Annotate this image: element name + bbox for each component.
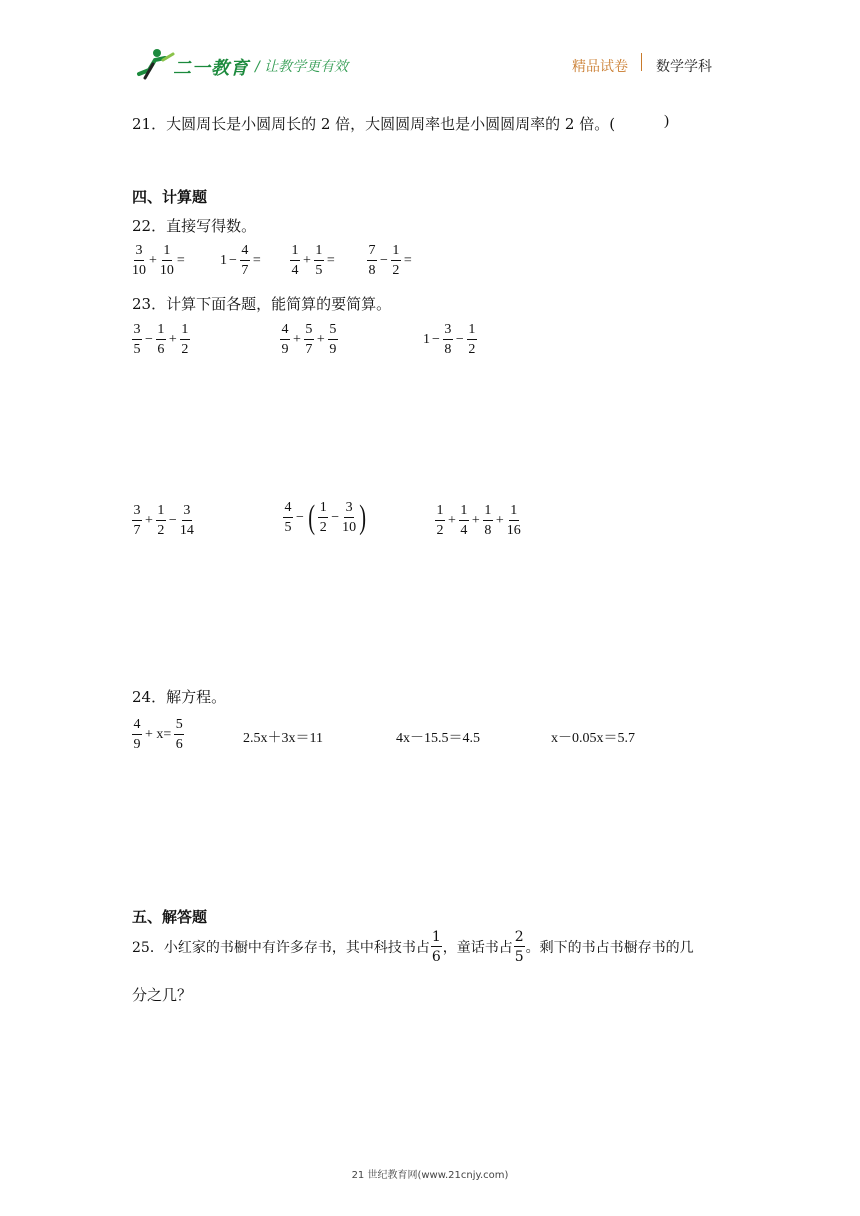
q24-equation-3: 4x－15.5＝4.5 — [396, 731, 480, 746]
header-subject: 数学学科 — [656, 59, 712, 75]
q22-item-2: 1 − $\frac{4}{7}$ = — [220, 243, 261, 278]
slogan: / 让教学更有效 — [255, 59, 349, 75]
question-24: 24．解方程。 — [132, 688, 227, 706]
footer: 21 世纪教育网(www.21cnjy.com) — [351, 1170, 509, 1181]
question-25-line-2: 分之几？ — [132, 986, 193, 1004]
runner-logo-icon — [135, 48, 175, 82]
q22-item-4: $\frac{7}{8}$ − $\frac{1}{2}$ = — [368, 243, 412, 278]
question-25: 25．小红家的书橱中有许多存书，其中科技书占 $\frac{1}{6}$ ，童话书占 $\frac{2}{5}$ 。剩下的书占书橱存书的几 — [132, 929, 694, 965]
q24-equation-2: 2.5x＋3x＝11 — [243, 731, 323, 746]
section-5-title: 五、解答题 — [132, 908, 208, 926]
q23-expr-2: $\frac{4}{9}$ + $\frac{5}{7}$ + $\frac{5}{9}$ — [281, 322, 337, 357]
header-divider — [641, 53, 642, 71]
question-21-close-paren: ) — [664, 113, 669, 129]
question-23: 23．计算下面各题，能简算的要简算。 — [132, 295, 392, 313]
q23-expr-6: $\frac{1}{2}$ + $\frac{1}{4}$ + $\frac{1}{8}$ + $\frac{1}{16}$ — [436, 503, 521, 538]
q22-item-1: $\frac{3}{10}$ + $\frac{1}{10}$ = — [132, 243, 185, 278]
q23-expr-1: $\frac{3}{5}$ − $\frac{1}{6}$ + $\frac{1}{2}$ — [133, 322, 189, 357]
header-tag: 精品试卷 — [572, 59, 628, 75]
q24-equation-4: x－0.05x＝5.7 — [551, 731, 635, 746]
question-21: 21．大圆周长是小圆周长的 2 倍，大圆圆周率也是小圆圆周率的 2 倍。( — [132, 115, 616, 133]
q23-expr-5: $\frac{4}{5}$ − ( $\frac{1}{2}$ − $\frac{3}{10}$ ) — [284, 499, 367, 536]
q23-expr-3: 1 − $\frac{3}{8}$ − $\frac{1}{2}$ — [423, 322, 476, 357]
q23-expr-4: $\frac{3}{7}$ + $\frac{1}{2}$ − $\frac{3}{14}$ — [133, 503, 194, 538]
logo-text: 二一教育 — [173, 58, 249, 79]
question-22: 22．直接写得数。 — [132, 217, 257, 235]
q24-equation-1: $\frac{4}{9}$ + x= $\frac{5}{6}$ — [133, 717, 183, 752]
section-4-title: 四、计算题 — [132, 188, 208, 206]
q22-item-3: $\frac{1}{4}$ + $\frac{1}{5}$ = — [291, 243, 335, 278]
